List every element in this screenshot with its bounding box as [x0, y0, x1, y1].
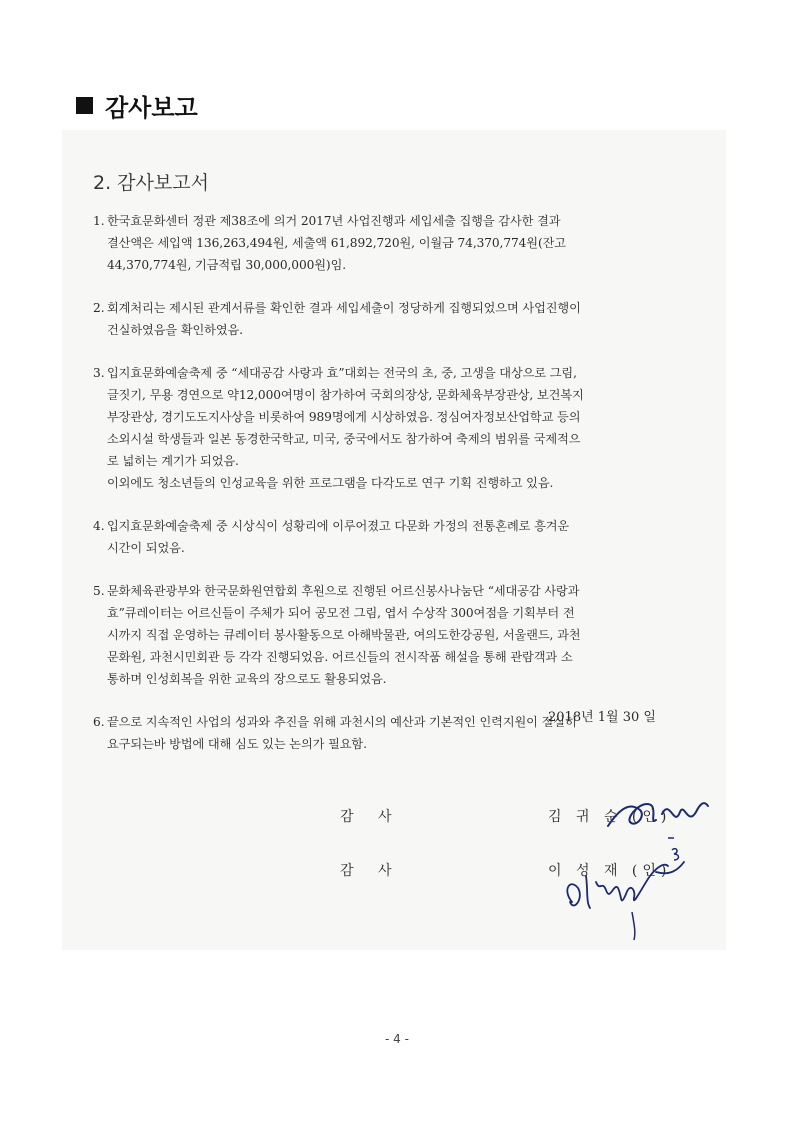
report-title: 2. 감사보고서	[93, 172, 209, 194]
item-text: 입지효문화예술축제 중 시상식이 성황리에 이루어졌고 다문화 가정의 전통혼례로 흥겨운 시간이 되었음.	[107, 519, 570, 555]
report-item	[93, 515, 673, 559]
section-title-text: 감사보고	[105, 94, 198, 122]
item-number: 6.	[93, 715, 105, 729]
black-square-icon	[76, 97, 93, 114]
report-item	[93, 297, 673, 341]
item-number: 2.	[93, 301, 105, 315]
item-number: 4.	[93, 519, 105, 533]
page-number: - 4 -	[385, 1032, 409, 1046]
auditor-role-label: 감 사	[340, 809, 402, 825]
item-text: 끝으로 지속적인 사업의 성과와 추진을 위해 과천시의 예산과 기본적인 인력지원이 절실히 요구되는바 방법에 대해 심도 있는 논의가 필요함.	[107, 715, 577, 751]
item-number: 3.	[93, 366, 105, 380]
auditor-role	[340, 806, 402, 826]
auditor-role-label: 감 사	[340, 863, 402, 879]
report-items	[93, 210, 673, 776]
report-item	[93, 210, 673, 276]
item-text: 회계처리는 제시된 관계서류를 확인한 결과 세입세출이 정당하게 집행되었으며 사업진행이 건실하였음을 확인하였음.	[107, 301, 581, 337]
auditor-role	[340, 860, 402, 880]
item-number: 5.	[93, 584, 105, 598]
item-text: 문화체육관광부와 한국문화원연합회 후원으로 진행된 어르신봉사나눔단 “세대공감 사랑과 효”큐레이터는 어르신들이 주체가 되어 공모전 그림, 엽서 수상작 300여점을 기획부터 전 시까지 직접 운영하는 큐레이터 봉사활동으로 아해박물관, 여의도한강공원, 서울랜드, 과천 문화원, 과천시민회관 등 각각 진행되었음. 어르신들의 전시작품 해설을 통해 관람객과 소 통하며 인성회복을 위한 교육의 장으로도 활용되었음.	[107, 584, 581, 686]
report-item	[93, 580, 673, 690]
item-number: 1.	[93, 214, 105, 228]
item-text: 입지효문화예술축제 중 “세대공감 사랑과 효”대회는 전국의 초, 중, 고생을 대상으로 그림, 글짓기, 무용 경연으로 약12,000여명이 참가하여 국회의장상, 문화체육부장관상, 보건복지 부장관상, 경기도도지사상을 비롯하여 989명에게 시상하였음. 정심여자정보산업학교 등의 소외시설 학생들과 일본 동경한국학교, 미국, 중국에서도 참가하여 축제의 범위를 국제적으 로 넓히는 계기가 되었음. 이외에도 청소년들의 인성교육을 위한 프로그램을 다각도로 연구 기획 진행하고 있음.	[107, 366, 584, 490]
section-title	[76, 88, 198, 123]
report-date: 2018년 1월 30 일	[548, 710, 656, 725]
auditor-name-label: 이 성 재 (인)	[548, 863, 672, 879]
report-item	[93, 362, 673, 494]
handwritten-signature-1	[600, 788, 730, 838]
item-text: 한국효문화센터 정관 제38조에 의거 2017년 사업진행과 세입세출 집행을 감사한 결과 결산액은 세입액 136,263,494원, 세출액 61,892,720원, 이월금 74,370,774원(잔고 44,370,774원, 기금적립 30,000,000원)임.	[107, 214, 566, 272]
auditor-name-label: 김 귀 순 (인)	[548, 809, 672, 825]
handwritten-signature-2	[560, 832, 710, 942]
